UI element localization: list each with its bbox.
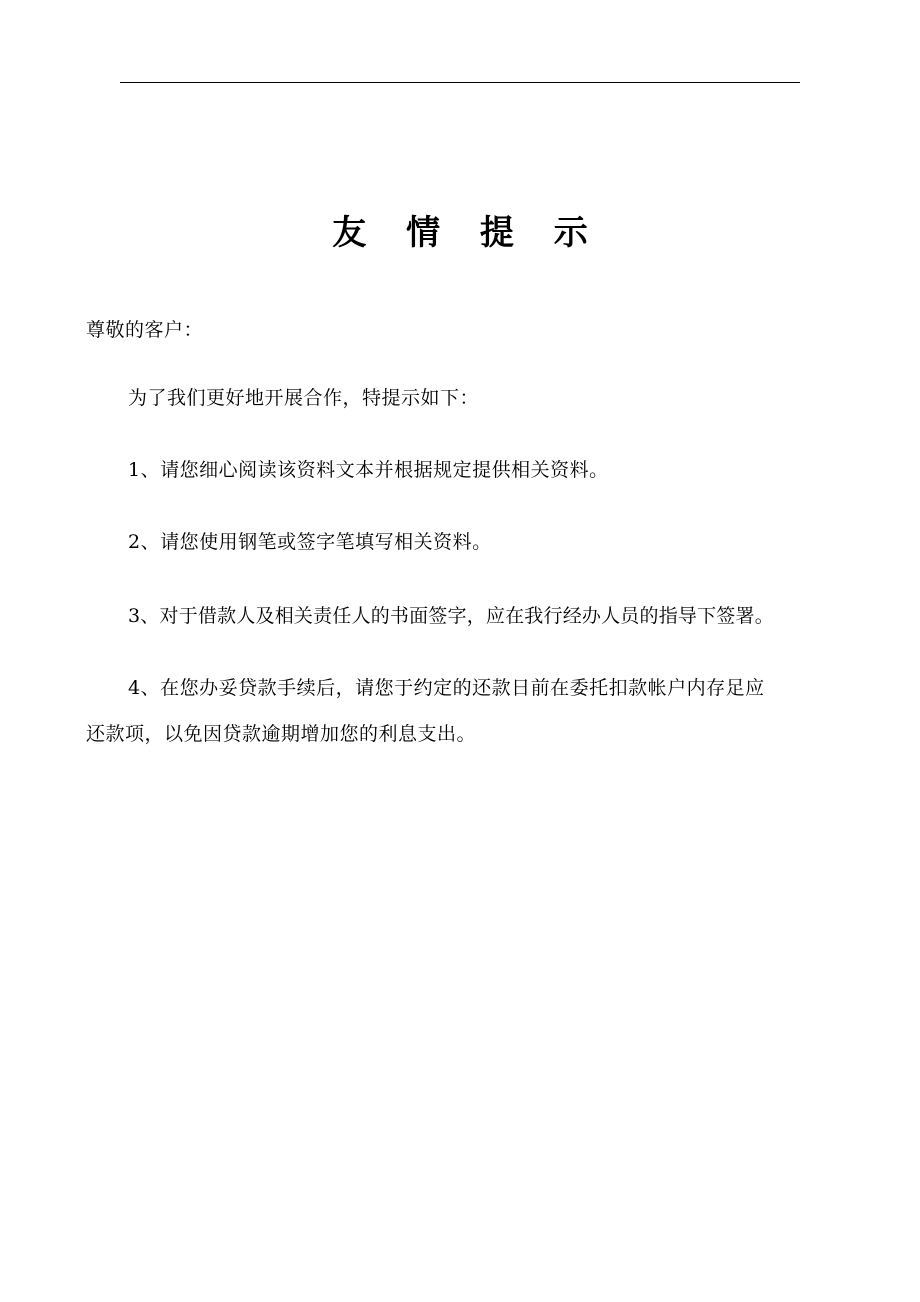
header-rule	[120, 82, 800, 83]
notice-item-1: 1、请您细心阅读该资料文本并根据规定提供相关资料。	[128, 459, 609, 481]
salutation: 尊敬的客户：	[86, 319, 204, 341]
notice-item-4-line-2: 还款项，以免因贷款逾期增加您的利息支出。	[86, 723, 477, 745]
intro-paragraph: 为了我们更好地开展合作，特提示如下：	[128, 387, 480, 409]
notice-item-4-line-1: 4、在您办妥贷款手续后，请您于约定的还款日前在委托扣款帐户内存足应	[128, 677, 765, 699]
notice-item-3: 3、对于借款人及相关责任人的书面签字，应在我行经办人员的指导下签署。	[128, 605, 774, 627]
page-title: 友 情 提 示	[332, 213, 602, 253]
notice-item-2: 2、请您使用钢笔或签字笔填写相关资料。	[128, 531, 492, 553]
